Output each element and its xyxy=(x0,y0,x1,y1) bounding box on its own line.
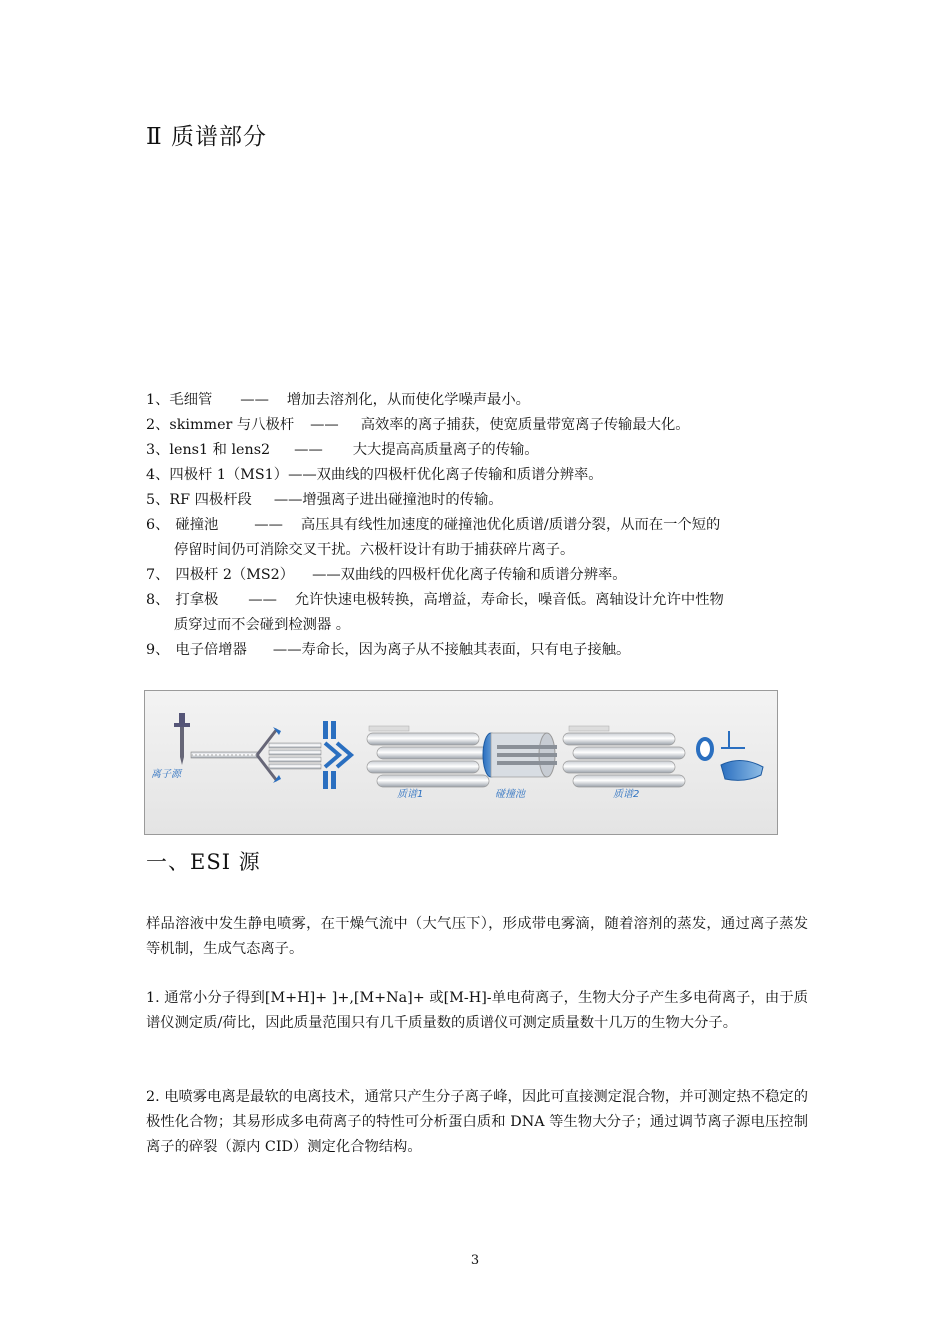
label-collision-cell: 碰撞池 xyxy=(495,789,525,800)
paragraph: 1. 通常小分子得到[M+H]+ ]+,[M+Na]+ 或[M-H]-单电荷离子，生物大分子产生多电荷离子，由于质谱仪测定质/荷比，因此质量范围只有几千质量数的质谱仪可测定质量数十几万的生物大分子。 xyxy=(146,990,808,1031)
quadrupole-ms2 xyxy=(563,726,685,787)
component-name: 毛细管 xyxy=(169,392,213,408)
list-item: 5、RF 四极杆段 ——增强离子进出碰撞池时的传输。 xyxy=(146,492,503,508)
list-item: 1、毛细管 —— 增加去溶剂化，从而使化学噪声最小。 xyxy=(146,392,530,408)
component-name: 四极杆 2（MS2） xyxy=(175,567,295,583)
component-name: 碰撞池 xyxy=(175,517,219,533)
capillary xyxy=(191,752,259,758)
detector xyxy=(698,731,763,780)
list-item: 9、 电子倍增器 ——寿命长，因为离子从不接触其表面，只有电子接触。 xyxy=(146,642,631,658)
quadrupole-ms1 xyxy=(367,726,489,787)
label-ms1: 质谱1 xyxy=(397,789,424,800)
page-number: 3 xyxy=(470,1253,480,1268)
component-name: 四极杆 1（MS1） xyxy=(169,467,289,483)
label-ion-source: 离子源 xyxy=(151,769,181,780)
section-title: Ⅱ 质谱部分 xyxy=(146,124,267,150)
list-item: 8、 打拿极 —— 允许快速电极转换，高增益，寿命长，噪音低。离轴设计允许中性物 质穿过而不会碰到检测器 。 xyxy=(146,592,724,633)
mass-spectrometer-diagram xyxy=(144,690,778,835)
collision-cell xyxy=(483,733,557,777)
esi-heading: 一、ESI 源 xyxy=(146,850,261,874)
label-ms2: 质谱2 xyxy=(613,789,640,800)
list-item: 2、skimmer 与八极杆 —— 高效率的离子捕获，使宽质量带宽离子传输最大化。 xyxy=(146,417,690,433)
list-item: 3、lens1 和 lens2 —— 大大提高高质量离子的传输。 xyxy=(146,442,539,458)
ion-source-needle xyxy=(174,713,190,765)
component-name: 电子倍增器 xyxy=(175,642,247,658)
component-list xyxy=(146,388,816,663)
skimmer-octopole xyxy=(257,727,321,783)
lens-stack xyxy=(323,721,351,789)
list-item: 7、 四极杆 2（MS2） ——双曲线的四极杆优化离子传输和质谱分辨率。 xyxy=(146,567,627,583)
list-item: 6、 碰撞池 —— 高压具有线性加速度的碰撞池优化质谱/质谱分裂，从而在一个短的 停留时间仍可消除交叉干扰。六极杆设计有助于捕获碎片离子。 xyxy=(146,517,721,558)
list-item: 4、四极杆 1（MS1）——双曲线的四极杆优化离子传输和质谱分辨率。 xyxy=(146,467,603,483)
component-name: lens1 和 lens2 xyxy=(169,442,271,458)
component-name: 打拿极 xyxy=(175,592,219,608)
component-name: RF 四极杆段 xyxy=(169,492,252,508)
paragraph: 样品溶液中发生静电喷雾，在干燥气流中（大气压下），形成带电雾滴，随着溶剂的蒸发，通过离子蒸发等机制，生成气态离子。 xyxy=(146,916,808,957)
paragraph: 2. 电喷雾电离是最软的电离技术，通常只产生分子离子峰，因此可直接测定混合物，并可测定热不稳定的极性化合物；其易形成多电荷离子的特性可分析蛋白质和 DNA 等生物大分子；通过调节离子源电压控制离子的碎裂（源内 CID）测定化合物结构。 xyxy=(146,1089,808,1155)
component-name: skimmer 与八极杆 xyxy=(169,417,295,433)
